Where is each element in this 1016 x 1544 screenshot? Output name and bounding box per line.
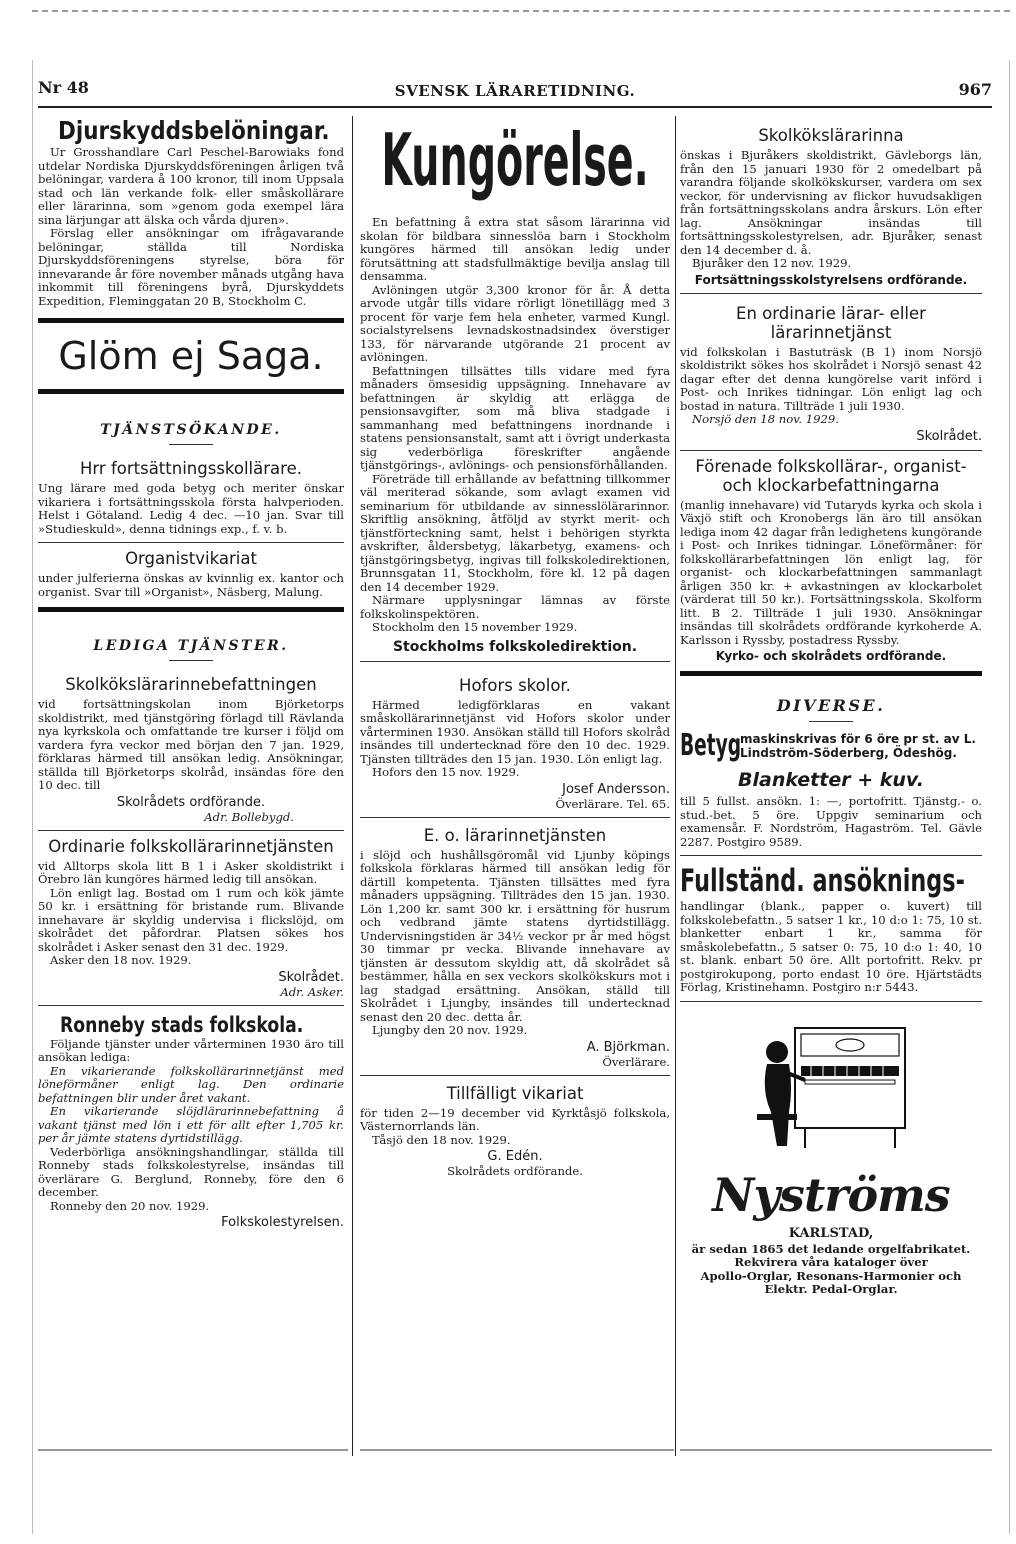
rule-thick <box>38 318 344 323</box>
en-ordinarie-date: Norsjö den 18 nov. 1929. <box>692 412 839 426</box>
diverse-heading: DIVERSE. <box>776 696 886 715</box>
skolkokslararinna-paragraph: önskas i Bjuråkers skoldistrikt, Gävleborgs län, från den 15 januari 1930 för 2 omedelbart på varandra följande skolkökskurser, vardera om sex veckor, för undervisning av flickor huvudsakligen från fortsättningsskolans andra årskurs. Lön efter lag. Ansökningar insändas till fortsättningsskolestyrelsen, adr. Bjuråker, senast den 14 december d. å. <box>680 148 982 257</box>
betyg-text <box>740 732 976 760</box>
skolkok-address: Adr. Bollebygd. <box>204 809 294 824</box>
tillfalligt-signature-sub: Skolrådets ordförande. <box>447 1164 583 1178</box>
page-right-border <box>1009 60 1010 1534</box>
rule-thick <box>38 607 344 612</box>
eo-signature: A. Björkman. <box>586 1039 670 1055</box>
rule-thin <box>680 450 982 451</box>
rule-thin <box>680 1001 982 1002</box>
ordinarie-title: Ordinarie folkskollärarinnetjänsten <box>48 836 334 856</box>
forenade-signature: Kyrko- och skolrådets ordförande. <box>715 649 947 663</box>
kungorelse-paragraph-2: Avlöningen utgör 3,300 kronor för år. Å detta arvode utgår tills vidare rörligt lönetillägg med 3 procent för varje fem hela enheter, varmed Kungl. socialstyrelsens levnadskostnadsindex överstiger 133, för närvarande utgörande 21 procent av avlöningen. <box>360 282 670 364</box>
djurskydd-title: Djurskyddsbelöningar. <box>58 116 330 145</box>
rule-thin <box>360 661 670 662</box>
tjanstsokande-heading: TJÄNSTSÖKANDE. <box>100 422 282 438</box>
ronneby-paragraph-2: En vikarierande folkskollärarinnetjänst med löneförmåner enligt lag. Den ordinarie befattningen blir under året vakant. <box>38 1063 344 1105</box>
tillfalligt-signature: G. Edén. <box>487 1149 543 1164</box>
en-ordinarie-title: En ordinarie lärar- eller lärarinnetjänst <box>736 303 926 342</box>
organist-title: Organistvikariat <box>125 549 257 568</box>
organist-paragraph: under julferierna önskas av kvinnlig ex. kantor och organist. Svar till »Organist», Näsberg, Malung. <box>38 571 344 599</box>
djurskydd-paragraph-2: Förslag eller ansökningar om ifrågavarande belöningar, ställda till Nordiska Djurskyddsföreningens styrelse, böra för innevarande år före november månads utgång hava inkommit till föreningens byrå, Djurskyddets Expedition, Fleminggatan 20 B, Stockholm C. <box>38 226 344 308</box>
rule-thin <box>680 293 982 294</box>
newspaper-title: SVENSK LÄRARETIDNING. <box>394 82 636 100</box>
ronneby-title: Ronneby stads folkskola. <box>60 1012 304 1037</box>
rule-thin <box>38 1005 344 1006</box>
en-ordinarie-paragraph: vid folkskolan i Bastuträsk (B 1) inom Norsjö skoldistrikt sökes hos skolrådet i Norsjö senast 42 dagar efter det denna kungörelse varit införd i Post- och Inrikes tidningar. Lön enligt lag och bostad in natura. Tillträde 1 juli 1930. <box>680 344 982 413</box>
forenade-title: Förenade folkskollärar-, organist- och klockarbefattningarna <box>695 456 967 495</box>
rule-thin <box>38 542 344 543</box>
hrr-title: Hrr fortsättningsskollärare. <box>80 459 302 478</box>
betyg-line-2: Lindström-Söderberg, Ödeshög. <box>740 745 957 760</box>
short-rule <box>169 660 213 661</box>
column-3 <box>680 116 982 1297</box>
header-rule <box>38 106 992 108</box>
kungorelse-signature: Stockholms folkskoledirektion. <box>392 638 638 655</box>
forenade-paragraph: (manlig innehavare) vid Tutaryds kyrka och skola i Växjö stift och Kronobergs län äro till ansökan lediga inom 42 dagar från ledighetens kungörande i Post- och Inrikes tidningar. Löneförmåner: för folkskollärarbefattningen lön enligt lag, för organist- och klockarbefattningen sammanlagt årligen 350 kr. + avkastningen av klockarbolet (värderat till 50 kr.). Fortsättningsskola. Skolform litt. B 2. Tillträde 1 juli 1930. Ansökningar insändas till skolrådets ordförande kyrkoherde A. Karlsson i Ryssby, postadress Ryssby. <box>680 497 982 647</box>
rule-thin <box>680 855 982 856</box>
djurskydd-paragraph-1: Ur Grosshandlare Carl Peschel-Barowiaks fond utdelar Nordiska Djurskyddsföreningen årligen två belöningar, vardera å 100 kronor, till inom Uppsala stad och län verkande folk- eller småskollärare eller lärarinna, som »genom goda exempel lära sina lärjungar att älska och vårda djuren». <box>38 145 344 227</box>
ordinarie-address: Adr. Asker. <box>280 984 344 999</box>
skolkokslararinna-title: Skolkökslärarinna <box>758 126 904 145</box>
glom-ej-saga-ad: Glöm ej Saga. <box>58 334 324 378</box>
short-rule <box>169 444 213 445</box>
skolkok-signature: Skolrådets ordförande. <box>116 794 266 810</box>
eo-paragraph: i slöjd och hushållsgöromål vid Ljunby köpings folkskola förklaras härmed till ansökan ledig för därtill kompetenta. Tjänsten tillsättes med fyra månaders uppsägning. Tillträdes den 15 jan. 1930. Lön 1,200 kr. samt 300 kr. i ersättning för husrum och vedbrand jämte statens dyrtidstillägg. Undervisningstiden är 34½ veckor pr år med högst 30 timmar pr vecka. Blivande innehavare av tjänsten är dessutom skyldig att, då skolrådet så bestämmer, hålla en sex veckors skolkökskurs mot i lag stadgad ersättning. Ansökan, ställd till Skolrådet i Ljungby, insändes till undertecknad senast den 20 dec. detta år. <box>360 847 670 1024</box>
kungorelse-paragraph-1: En befattning å extra stat såsom lärarinna vid skolan för bildbara sinnesslöa barn i Stockholm kungöres härmed till ansökan ledig under förutsättning att stadsfullmäktige bevilja anslag till densamma. <box>360 215 670 283</box>
eo-title: E. o. lärarinnetjänsten <box>423 825 607 845</box>
kungorelse-paragraph-4: Företräde till erhållande av befattning tillkommer väl meriterad sökande, som avlagt examen vid seminarium för utbildande av sinnesslölärarinnor. Skriftlig ansökning, åtföljd av styrkt merit- och tjänstförteckning samt, helst i behörigen styrkta avskrifter, åldersbetyg, läkarbetyg, examens- och tjänstgöringsbetyg, ingivas till folkskoledirektionen, Brunnsgatan 11, Stockholm, före kl. 12 på dagen den 14 december 1929. <box>360 471 670 594</box>
page-left-border <box>32 60 33 1534</box>
ronneby-paragraph-4: Vederbörliga ansökningshandlingar, ställda till Ronneby stads folkskolestyrelse, insändas till överlärare G. Berglund, Ronneby, före den 6 december. <box>38 1144 344 1199</box>
organ-illustration <box>680 1010 982 1164</box>
skolkokslararinna-signature: Fortsättningsskolstyrelsens ordförande. <box>694 272 968 287</box>
ronneby-paragraph-1: Följande tjänster under vårterminen 1930 äro till ansökan lediga: <box>38 1036 344 1064</box>
ordinarie-signature: Skolrådet. <box>278 969 344 985</box>
organ-player-icon <box>731 1010 931 1160</box>
nystroms-line-2: Apollo-Orglar, Resonans-Harmonier och Elektr. Pedal-Orglar. <box>700 1268 962 1296</box>
betyg-word: Betyg <box>680 728 742 763</box>
nystroms-city: KARLSTAD, <box>788 1225 874 1241</box>
short-rule <box>809 721 853 722</box>
eo-date: Ljungby den 20 nov. 1929. <box>372 1023 528 1037</box>
hofors-signature-sub: Överlärare. Tel. 65. <box>555 796 670 811</box>
tillfalligt-paragraph: för tiden 2—19 december vid Kyrktåsjö folkskola, Västernorrlands län. <box>360 1105 670 1133</box>
skolkokslararinna-date: Bjuråker den 12 nov. 1929. <box>692 256 852 270</box>
nystroms-logo: Nyströms <box>712 1167 950 1222</box>
blanketter-paragraph: till 5 fullst. ansökn. 1: —, portofritt. Tjänstg.- o. stud.-bet. 5 öre. Uppgiv seminarium och examensår. F. Nordström, Hagaström. Tel. Gävle 2287. Postgiro 9589. <box>680 794 982 849</box>
rule-thin <box>360 1075 670 1076</box>
skolkok-befattning-title: Skolkökslärarinnebefattningen <box>65 675 317 694</box>
ronneby-date: Ronneby den 20 nov. 1929. <box>50 1198 210 1213</box>
ordinarie-paragraph-1: vid Alltorps skola litt B 1 i Asker skoldistrikt i Örebro län kungöres härmed ledig till ansökan. <box>38 858 344 886</box>
kungorelse-date: Stockholm den 15 november 1929. <box>372 620 578 634</box>
hofors-paragraph: Härmed ledigförklaras en vakant småskollärarinnetjänst vid Hofors skolor under vårterminen 1930. Ansökan ställd till Hofors skolråd insändes till undertecknad före den 10 dec. 1929. Tjänsten tillträdes den 15 jan. 1930. Lön enligt lag. <box>360 697 670 766</box>
rule-thin <box>360 817 670 818</box>
skolkok-befattning-paragraph: vid fortsättningskolan inom Björketorps skoldistrikt, med tjänstgöring förlagd till Rävlanda nya kyrkskola och omfattande tre kurser i följd om vardera fyra veckor med början den 7 jan. 1929, förklaras härmed till ansökan ledig. Ansökningar, ställda till Björketorps skolråd, insändas före den 10 dec. till <box>38 697 344 792</box>
bottom-rules <box>38 1448 992 1452</box>
kungorelse-paragraph-3: Befattningen tillsättes tills vidare med fyra månaders ömsesidig uppsägning. Innehavare av befattningen är skyldig att erlägga de pensionsavgifter, som må bliva stadgade i sammanhang med befattningens inordnande i statens pensionsanstalt, samt att i övrigt underkasta sig vederbörliga föreskrifter angående tjänstgörings-, avlönings- och pensionsförhållanden. <box>360 363 670 472</box>
rule-thin <box>38 830 344 831</box>
column-2 <box>360 116 670 1178</box>
ordinarie-paragraph-2: Lön enligt lag. Bostad om 1 rum och kök jämte 50 kr. i ersättning för bristande rum. Blivande innehavare är skyldig undervisa i flickslöjd, om skolrådet det påfordrar. Platsen sökes hos skolrådet i Asker senast den 31 dec. 1929. <box>38 885 344 954</box>
page-header <box>38 74 992 108</box>
column-divider-1 <box>352 116 353 1456</box>
betyg-line-1: maskinskrivas för 6 öre pr st. av L. <box>740 731 976 746</box>
ronneby-paragraph-3: En vikarierande slöjdlärarinnebefattning å vakant tjänst med lön i ett för allt efter 1,705 kr. per år jämte statens dyrtidstillägg. <box>38 1104 344 1145</box>
hofors-signature: Josef Andersson. <box>562 781 670 797</box>
betyg-ad <box>680 728 982 763</box>
en-ordinarie-signature: Skolrådet. <box>916 428 982 444</box>
column-divider-2 <box>675 116 676 1456</box>
column-1 <box>38 116 344 1230</box>
issue-number: Nr 48 <box>38 78 89 97</box>
eo-signature-sub: Överlärare. <box>602 1054 670 1069</box>
hofors-title: Hofors skolor. <box>459 675 571 695</box>
page-number: 967 <box>958 80 992 99</box>
lediga-tjanster-heading: LEDIGA TJÄNSTER. <box>93 638 289 654</box>
fullstand-paragraph: handlingar (blank., papper o. kuvert) till folkskolebefattn., 5 satser 1 kr., 10 d:o 1: 75, 10 st. blanketter enbart 1 kr., samma för småskolebefattn., 5 satser 0: 75, 10 d:o 1: 40, 10 st. blank. enbart 50 öre. Allt portofritt. Rekv. pr postgirokupong, porto endast 10 öre. Hjärtstädts Förlag, Kristinehamn. Postgiro n:r 5443. <box>680 899 982 994</box>
kungorelse-title: Kungörelse. <box>381 118 649 202</box>
hrr-paragraph: Ung lärare med goda betyg och meriter önskar vikariera i fortsättningsskola första halvperioden. Helst i Götaland. Ledig 4 dec. —10 jan. Svar till »Studieskuld», denna tidnings exp., f. v. b. <box>38 481 344 536</box>
ordinarie-date: Asker den 18 nov. 1929. <box>50 953 192 967</box>
tillfalligt-title: Tillfälligt vikariat <box>446 1083 584 1103</box>
fullstand-title: Fullständ. ansöknings- <box>680 863 965 899</box>
rule-thick <box>38 389 344 394</box>
kungorelse-paragraph-5: Närmare upplysningar lämnas av förste folkskolinspektören. <box>360 593 670 621</box>
nystroms-line-1: är sedan 1865 det ledande orgelfabrikatet. Rekvirera våra kataloger över <box>691 1241 971 1269</box>
page-top-border <box>32 10 1010 12</box>
ronneby-signature: Folkskolestyrelsen. <box>221 1215 344 1230</box>
blanketter-title: Blanketter + kuv. <box>738 769 924 791</box>
tillfalligt-date: Tåsjö den 18 nov. 1929. <box>372 1132 511 1147</box>
rule-thick <box>680 671 982 676</box>
hofors-date: Hofors den 15 nov. 1929. <box>372 765 520 779</box>
